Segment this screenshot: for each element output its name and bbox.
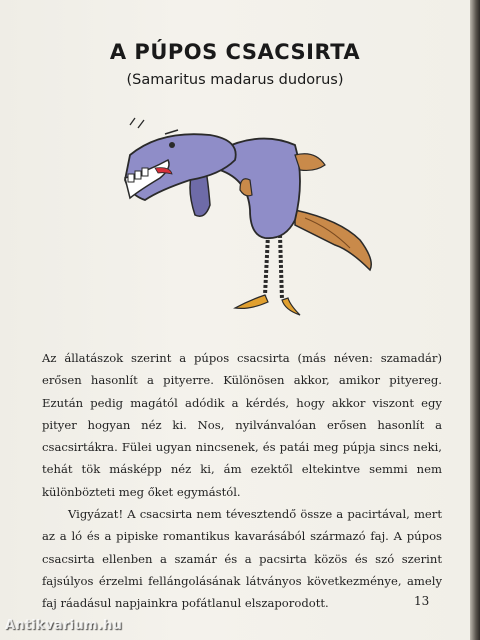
watermark-logo: Antikvarium.hu — [5, 618, 123, 633]
page-number: 13 — [414, 594, 430, 608]
body-text — [42, 347, 442, 615]
paragraph-1: Az állatászok szerint a púpos csacsirta (más néven: szamadár) erősen hasonlít a pityerre. Különösen akkor, amikor pityereg. Ezután pedig magától adódik a kérdés, hogy akkor viszont egy pityer hogyan néz ki. Nos, nyilvánvalóan erősen hasonlít a csacsirtákra. Fülei ugyan nincsenek, és patái meg púpja sincs neki, tehát tök másképp néz ki, ám ezektől eltekintve semmi nem különbözteti meg őket egymástól. — [42, 351, 442, 499]
book-spine-shadow — [470, 0, 480, 640]
page-subtitle: (Samaritus madarus dudorus) — [126, 72, 344, 88]
creature-illustration — [100, 110, 390, 325]
lower-wing — [240, 179, 252, 196]
right-leg — [280, 235, 282, 300]
right-foot — [282, 298, 300, 315]
page-title: A PÚPOS CSACSIRTA — [109, 40, 361, 64]
left-leg — [265, 235, 268, 295]
paragraph-2: Vigyázat! A csacsirta nem tévesztendő össze a pacirtával, mert az a ló és a pipiske romantikus kavarásából származó faj. A púpos csacsirta ellenben a szamár és a pacsirta közös és szó szerint fajsúlyos érzelmi fellángolásának látványos következménye, amely faj ráadásul napjainkra pofátlanul elszaporodott. — [42, 507, 442, 611]
creature-eye — [169, 142, 175, 148]
upper-wing — [295, 154, 325, 171]
left-foot — [235, 295, 268, 308]
